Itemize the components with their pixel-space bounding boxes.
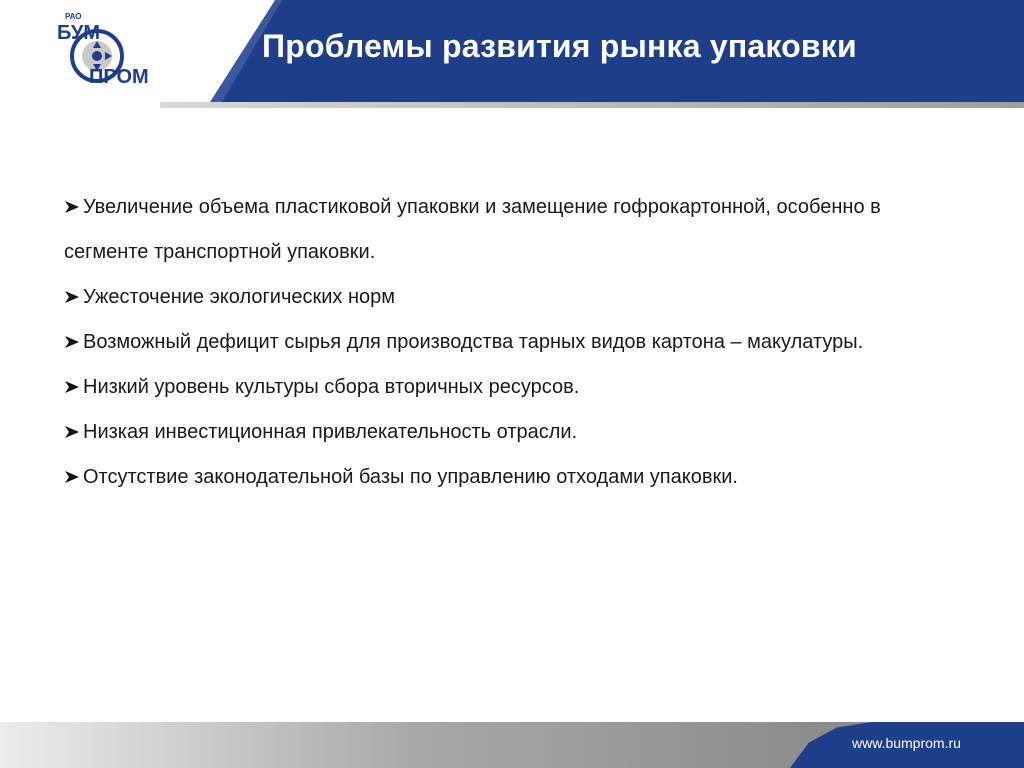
bullet-item	[64, 320, 964, 365]
arrowhead-bullet-icon	[64, 200, 83, 214]
bullet-text: Низкий уровень культуры сбора вторичных ресурсов.	[83, 376, 580, 398]
logo-top-text: БУМ	[57, 22, 100, 44]
arrowhead-bullet-icon	[64, 290, 83, 304]
bullet-text: Возможный дефицит сырья для производства тарных видов картона – макулатуры.	[83, 331, 864, 353]
bullet-item	[64, 365, 964, 410]
slide-title: Проблемы развития рынка упаковки	[262, 28, 857, 64]
logo-bottom-text: ПРОМ	[89, 66, 149, 88]
bullet-item	[64, 275, 964, 320]
bullet-text: Низкая инвестиционная привлекательность отрасли.	[83, 421, 578, 443]
arrowhead-bullet-icon	[64, 335, 83, 349]
footer-url[interactable]: www.bumprom.ru	[852, 735, 961, 751]
bullet-item	[64, 455, 964, 500]
bullet-text: Отсутствие законодательной базы по управлению отходами упаковки.	[83, 466, 738, 488]
bullet-item	[64, 185, 964, 275]
bullet-list	[64, 185, 964, 500]
logo-small-text: РАО	[65, 12, 82, 21]
header-underline	[160, 102, 1024, 108]
arrowhead-bullet-icon	[64, 425, 83, 439]
arrowhead-bullet-icon	[64, 380, 83, 394]
arrowhead-bullet-icon	[64, 470, 83, 484]
bullet-text: Ужесточение экологических норм	[83, 286, 396, 308]
bullet-text: Увеличение объема пластиковой упаковки и замещение гофрокартонной, особенно в сегменте транспортной упаковки.	[64, 196, 881, 263]
company-logo	[55, 10, 175, 94]
bullet-item	[64, 410, 964, 455]
